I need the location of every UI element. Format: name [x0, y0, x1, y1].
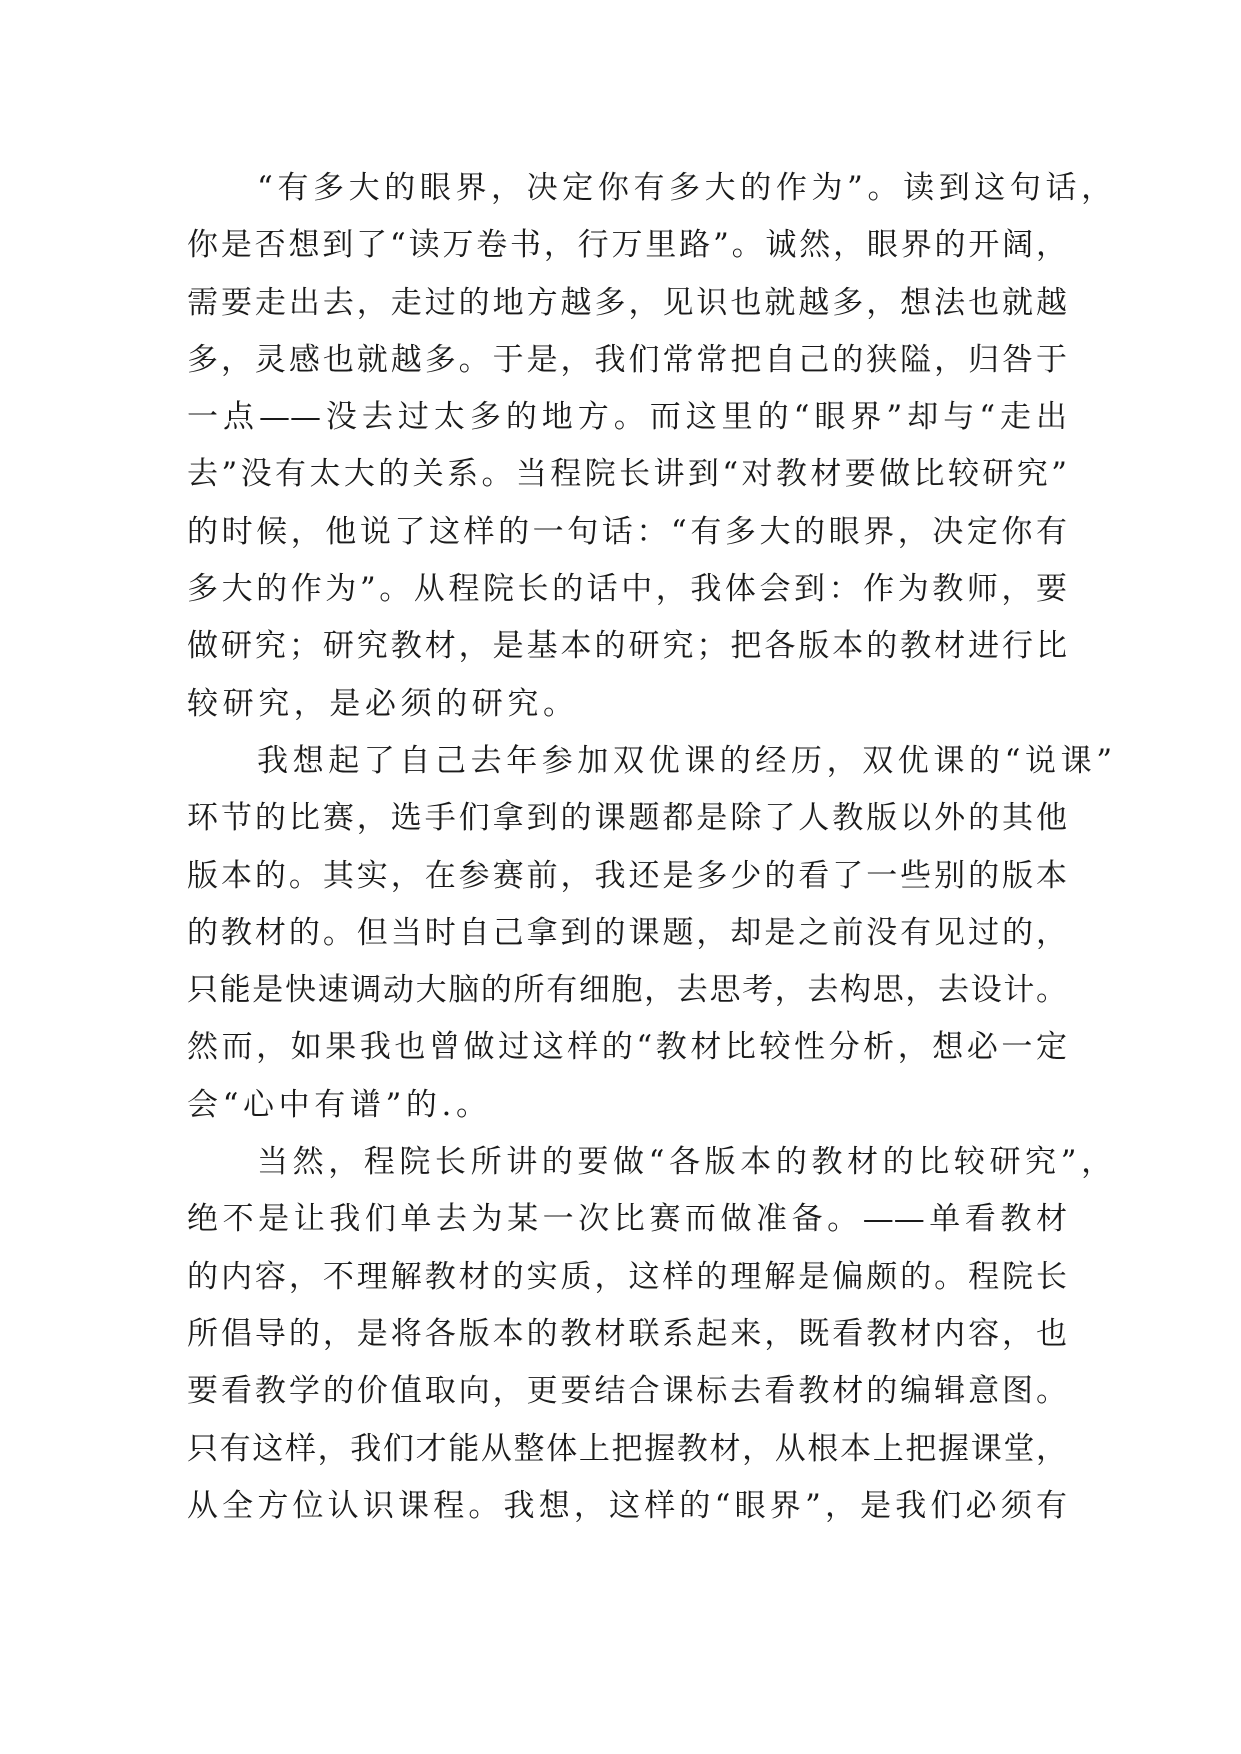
text-line: 一点——没去过太多的地方。而这里的“眼界”却与“走出 — [187, 399, 1067, 436]
text-line: 较研究，是必须的研究。 — [187, 685, 579, 722]
text-line: 当然，程院长所讲的要做“各版本的教材的比较研究”， — [257, 1144, 1117, 1181]
text-line: “有多大的眼界，决定你有多大的作为”。读到这句话， — [257, 170, 1117, 206]
text-line: 的内容，不理解教材的实质，这样的理解是偏颇的。程院长 — [187, 1258, 1067, 1295]
text-line: 环节的比赛，选手们拿到的课题都是除了人教版以外的其他 — [187, 800, 1067, 837]
text-line: 多大的作为”。从程院长的话中，我体会到：作为教师，要 — [187, 571, 1067, 608]
text-line: 我想起了自己去年参加双优课的经历，双优课的“说课” — [257, 742, 1117, 779]
text-line: 绝不是让我们单去为某一次比赛而做准备。——单看教材 — [187, 1201, 1067, 1238]
text-line: 你是否想到了“读万卷书，行万里路”。诚然，眼界的开阔， — [187, 227, 1067, 264]
text-line: 版本的。其实，在参赛前，我还是多少的看了一些别的版本 — [187, 857, 1067, 894]
text-line: 的教材的。但当时自己拿到的课题，却是之前没有见过的， — [187, 914, 1067, 951]
text-line: 做研究；研究教材，是基本的研究；把各版本的教材进行比 — [187, 628, 1067, 665]
text-line: 只有这样，我们才能从整体上把握教材，从根本上把握课堂， — [187, 1430, 1067, 1467]
body-text — [187, 160, 1117, 1535]
text-line: 去”没有太大的关系。当程院长讲到“对教材要做比较研究” — [187, 456, 1067, 493]
text-line: 所倡导的，是将各版本的教材联系起来，既看教材内容，也 — [187, 1315, 1067, 1352]
text-line: 的时候，他说了这样的一句话：“有多大的眼界，决定你有 — [187, 513, 1067, 550]
text-line: 从全方位认识课程。我想，这样的“眼界”，是我们必须有 — [187, 1487, 1067, 1524]
text-line: 多，灵感也就越多。于是，我们常常把自己的狭隘，归咎于 — [187, 341, 1067, 378]
text-line: 需要走出去，走过的地方越多，见识也就越多，想法也就越 — [187, 284, 1067, 321]
text-line: 要看教学的价值取向，更要结合课标去看教材的编辑意图。 — [187, 1373, 1067, 1410]
text-line: 会“心中有谱”的.。 — [187, 1086, 492, 1123]
text-line: 只能是快速调动大脑的所有细胞，去思考，去构思，去设计。 — [187, 972, 1067, 1009]
text-line: 然而，如果我也曾做过这样的“教材比较性分析，想必一定 — [187, 1029, 1067, 1066]
